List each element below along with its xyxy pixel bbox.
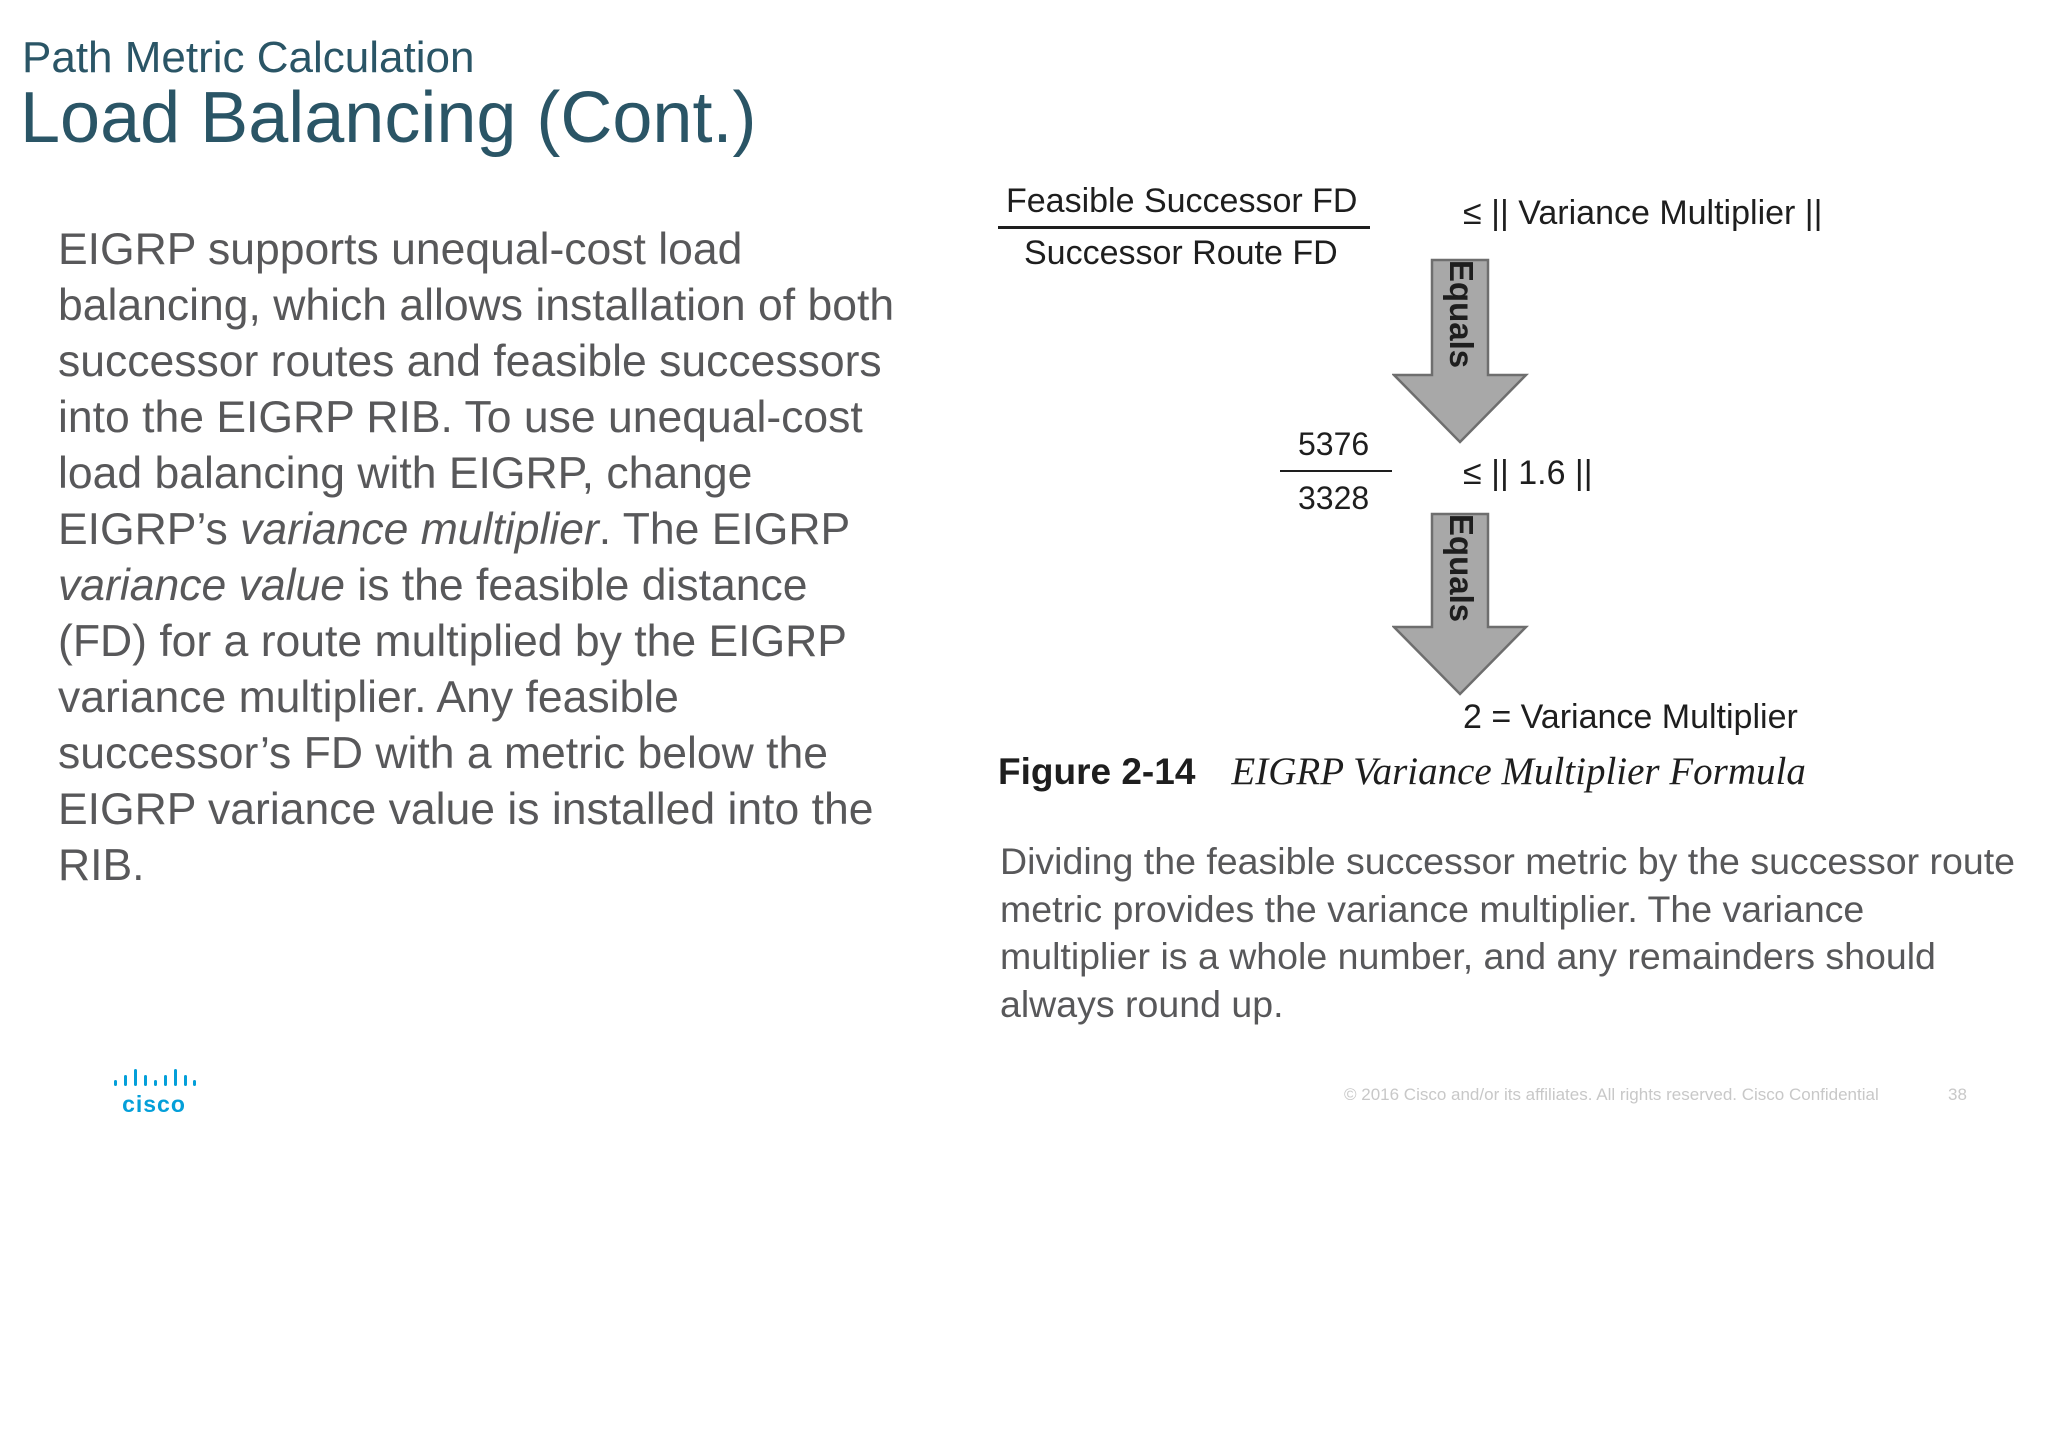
body-text-part-1: EIGRP supports unequal-cost load balancing, which allows installation of both successor routes and feasible successors into the EIGRP RIB. To use unequal-cost load balancing with EIGRP, change EIGRP’s xyxy=(58,225,895,554)
section-subtitle: Path Metric Calculation xyxy=(22,33,475,82)
formula-numerator: Feasible Successor FD xyxy=(1006,182,1358,220)
formula-result: 2 = Variance Multiplier xyxy=(1463,698,1798,736)
cisco-logo-icon xyxy=(112,1068,196,1114)
arrow-label: Equals xyxy=(1443,259,1480,369)
formula-fraction-bar xyxy=(998,226,1370,229)
formula-denominator: Successor Route FD xyxy=(1024,234,1338,272)
body-term-variance-value: variance value xyxy=(58,561,345,610)
body-text-part-3: is the feasible distance (FD) for a route multiplied by the EIGRP variance multiplier. Any feasible successor’s FD with a metric below the EIGRP variance value is installed into the RIB. xyxy=(58,561,874,890)
arrow-label: Equals xyxy=(1443,513,1480,623)
down-arrow-icon xyxy=(1392,258,1532,444)
figure-caption xyxy=(998,752,1806,791)
page-number: 38 xyxy=(1948,1085,1967,1104)
body-term-variance-multiplier: variance multiplier xyxy=(240,505,599,554)
logo-text: cisco xyxy=(122,1091,186,1114)
ratio-rhs: ≤ || 1.6 || xyxy=(1463,454,1593,492)
body-paragraph xyxy=(58,222,898,894)
down-arrow-icon xyxy=(1392,512,1532,696)
copyright-notice: © 2016 Cisco and/or its affiliates. All rights reserved. Cisco Confidential xyxy=(1344,1085,1879,1104)
slide-title: Load Balancing (Cont.) xyxy=(20,78,757,158)
formula-rhs: ≤ || Variance Multiplier || xyxy=(1463,194,1823,232)
denominator-value: 3328 xyxy=(1298,480,1370,516)
value-fraction-bar xyxy=(1280,470,1392,472)
figure-label: Figure 2-14 xyxy=(998,751,1196,792)
numerator-value: 5376 xyxy=(1298,426,1370,462)
body-text-part-2: . The EIGRP xyxy=(598,505,850,554)
figure-description: Dividing the feasible successor metric by the successor route metric provides the variance multiplier. The variance multiplier is a whole number, and any remainders should always round up. xyxy=(1000,840,2016,1025)
figure-title: EIGRP Variance Multiplier Formula xyxy=(1231,750,1806,793)
